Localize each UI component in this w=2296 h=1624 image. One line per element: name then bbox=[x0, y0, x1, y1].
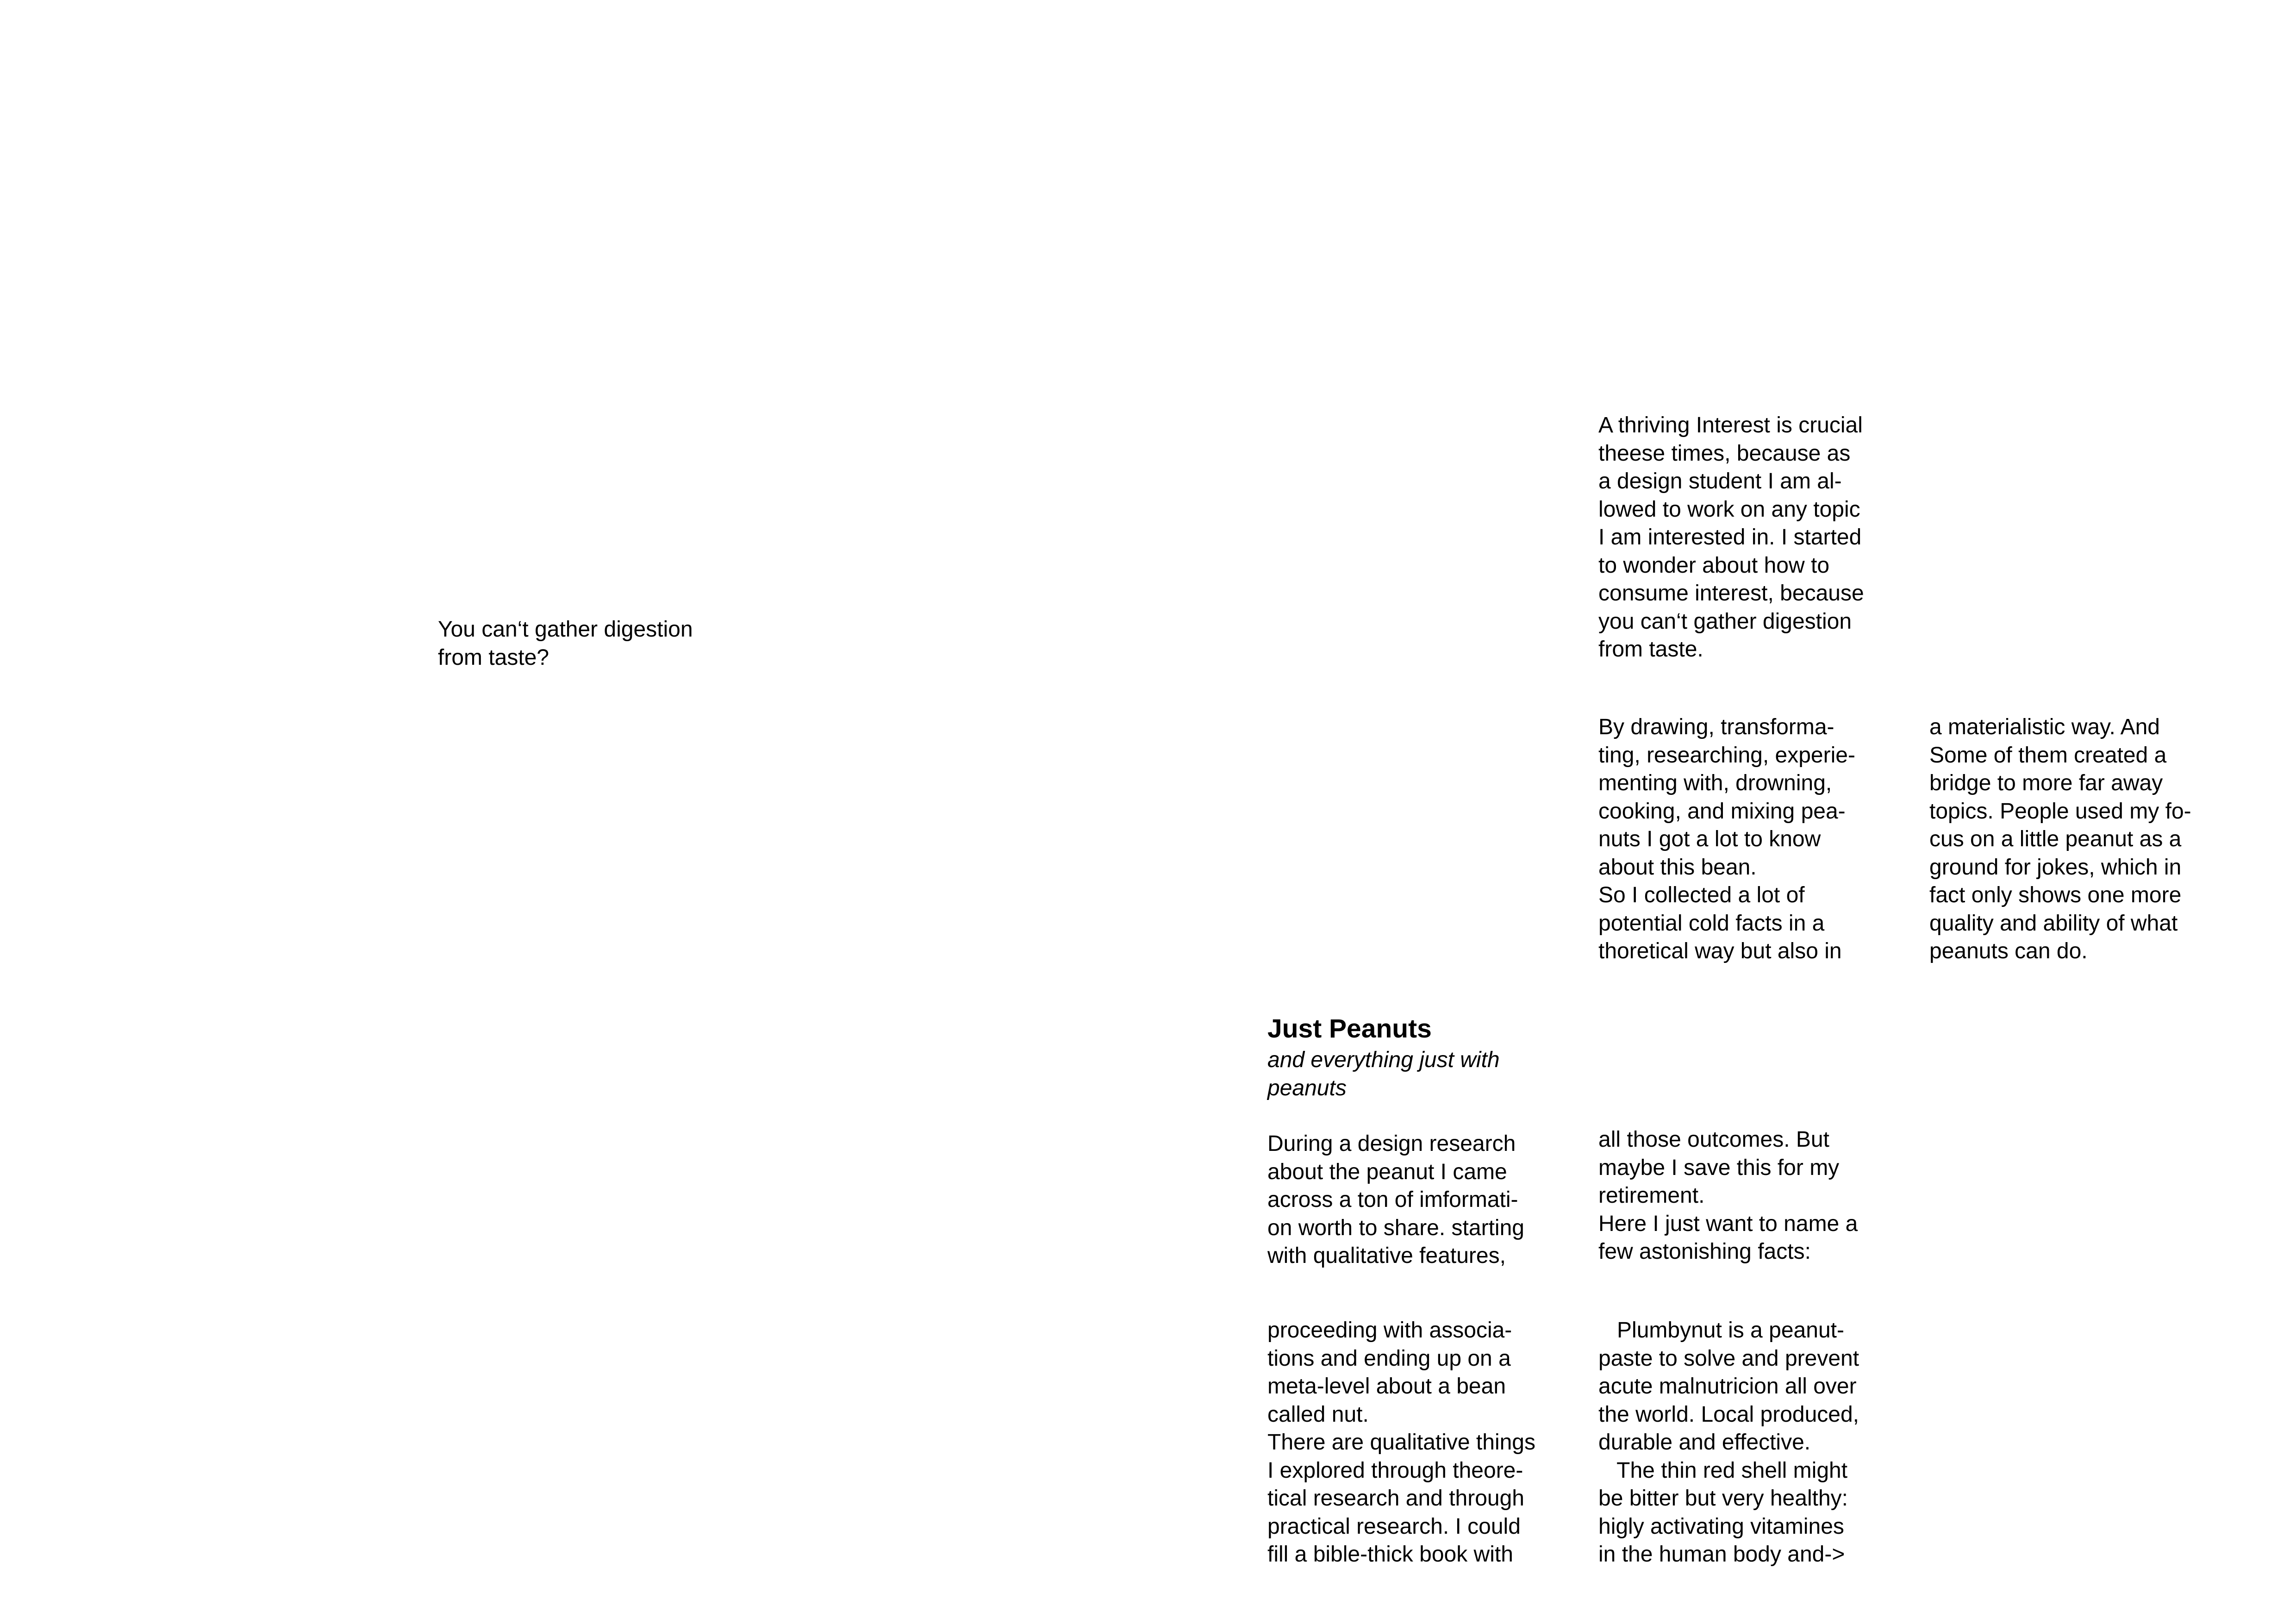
article-title: Just Peanuts bbox=[1267, 1014, 1432, 1043]
article-body-column-2-bottom: Plumbynut is a peanut- paste to solve and prevent acute malnutricion all over the world. Local produced, durable and effective. The thin red shell might be bitter but very healthy: higly activating vitamines in the human body and-> bbox=[1598, 1318, 1859, 1567]
article-body-column-2-top: all those outcomes. But maybe I save this for my retirement. Here I just want to name a few astonishing facts: bbox=[1598, 1127, 1858, 1264]
article-body-column-1-top: During a design research about the peanut I came across a ton of imformati- on worth to share. starting with qualitative features, bbox=[1267, 1131, 1524, 1268]
materialistic-paragraph: a materialistic way. And Some of them created a bridge to more far away topics. People used my fo- cus on a little peanut as a ground for jokes, which in fact only shows one more quality and ability of what peanuts can do. bbox=[1929, 715, 2191, 963]
pull-quote: You can‘t gather digestion from taste? bbox=[438, 617, 693, 670]
research-paragraph: By drawing, transforma- ting, researching, experie- menting with, drowning, cooking, and mixing pea- nuts I got a lot to know about this bean. So I collected a lot of potential cold facts in a thoretical way but also in bbox=[1598, 715, 1855, 963]
article-subtitle: and everything just with peanuts bbox=[1267, 1048, 1500, 1100]
intro-paragraph: A thriving Interest is crucial theese times, because as a design student I am al- lowed to work on any topic I am interested in. I started to wonder about how to consume interest, because you can‘t gather digestion from taste. bbox=[1598, 413, 1864, 662]
article-body-column-1-bottom: proceeding with associa- tions and ending up on a meta-level about a bean called nut. There are qualitative things I explored through theore- tical research and through practical research. I could fill a bible-thick book with bbox=[1267, 1318, 1535, 1567]
